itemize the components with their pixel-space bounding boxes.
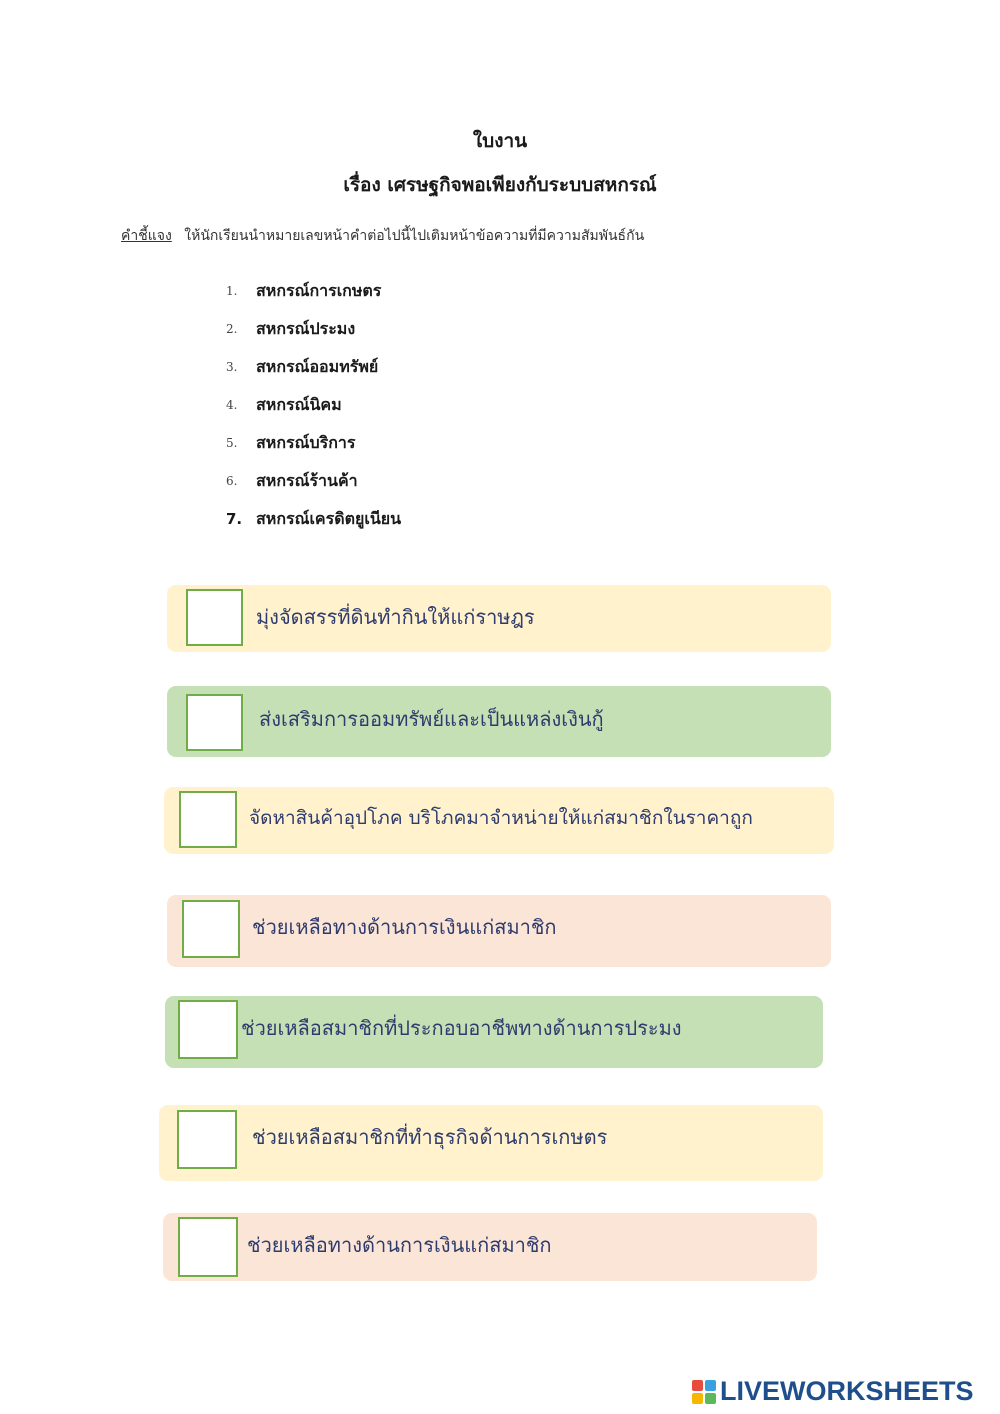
option-number: 5. xyxy=(226,436,238,450)
option-number: 4. xyxy=(226,398,238,412)
option-label: สหกรณ์ร้านค้า xyxy=(256,470,358,490)
option-number: 2. xyxy=(226,322,238,336)
option-label: สหกรณ์ประมง xyxy=(256,318,356,338)
answer-box-2[interactable] xyxy=(186,694,243,751)
statement-text-5: ช่วยเหลือสมาชิกที่ประกอบอาชีพทางด้านการประมง xyxy=(241,1016,682,1040)
instructions-text: ให้นักเรียนนำหมายเลขหน้าคำต่อไปนี้ไปเติมหน้าข้อความที่มีความสัมพันธ์กัน xyxy=(184,228,645,244)
logo-square-icon xyxy=(705,1393,716,1404)
option-item xyxy=(226,272,401,310)
answer-box-6[interactable] xyxy=(177,1110,237,1169)
option-label: สหกรณ์ออมทรัพย์ xyxy=(256,356,379,376)
instructions xyxy=(121,225,644,247)
logo-square-icon xyxy=(705,1380,716,1391)
option-number: 1. xyxy=(226,284,238,298)
answer-box-3[interactable] xyxy=(179,791,237,848)
logo-square-icon xyxy=(692,1380,703,1391)
statement-text-1: มุ่งจัดสรรที่ดินทำกินให้แก่ราษฎร xyxy=(256,605,535,629)
option-label: สหกรณ์บริการ xyxy=(256,432,356,452)
option-label: สหกรณ์เครดิตยูเนียน xyxy=(256,508,402,528)
logo-text: LIVEWORKSHEETS xyxy=(720,1376,974,1406)
option-label: สหกรณ์การเกษตร xyxy=(256,280,382,300)
statement-text-2: ส่งเสริมการออมทรัพย์และเป็นแหล่งเงินกู้ xyxy=(259,707,604,731)
option-item xyxy=(226,462,401,500)
option-item xyxy=(226,500,401,538)
page-subtitle: เรื่อง เศรษฐกิจพอเพียงกับระบบสหกรณ์ xyxy=(343,174,657,196)
options-list xyxy=(226,272,401,538)
option-number: 7. xyxy=(226,510,243,528)
option-number: 3. xyxy=(226,360,238,374)
answer-box-5[interactable] xyxy=(178,1000,238,1059)
option-item xyxy=(226,424,401,462)
logo-grid-icon xyxy=(692,1380,716,1404)
statement-text-6: ช่วยเหลือสมาชิกที่ทำธุรกิจด้านการเกษตร xyxy=(252,1125,608,1149)
option-item xyxy=(226,348,401,386)
instructions-label: คำชี้แจง xyxy=(121,228,172,244)
answer-box-7[interactable] xyxy=(178,1217,238,1277)
liveworksheets-logo xyxy=(692,1376,974,1407)
statement-text-7: ช่วยเหลือทางด้านการเงินแก่สมาชิก xyxy=(247,1233,552,1257)
option-label: สหกรณ์นิคม xyxy=(256,394,342,414)
option-item xyxy=(226,310,401,348)
option-item xyxy=(226,386,401,424)
option-number: 6. xyxy=(226,474,238,488)
page-title: ใบงาน xyxy=(472,130,528,152)
answer-box-4[interactable] xyxy=(182,900,240,958)
statement-text-3: จัดหาสินค้าอุปโภค บริโภคมาจำหน่ายให้แก่สมาชิกในราคาถูก xyxy=(249,807,753,829)
answer-box-1[interactable] xyxy=(186,589,243,646)
logo-square-icon xyxy=(692,1393,703,1404)
statement-text-4: ช่วยเหลือทางด้านการเงินแก่สมาชิก xyxy=(252,915,557,939)
